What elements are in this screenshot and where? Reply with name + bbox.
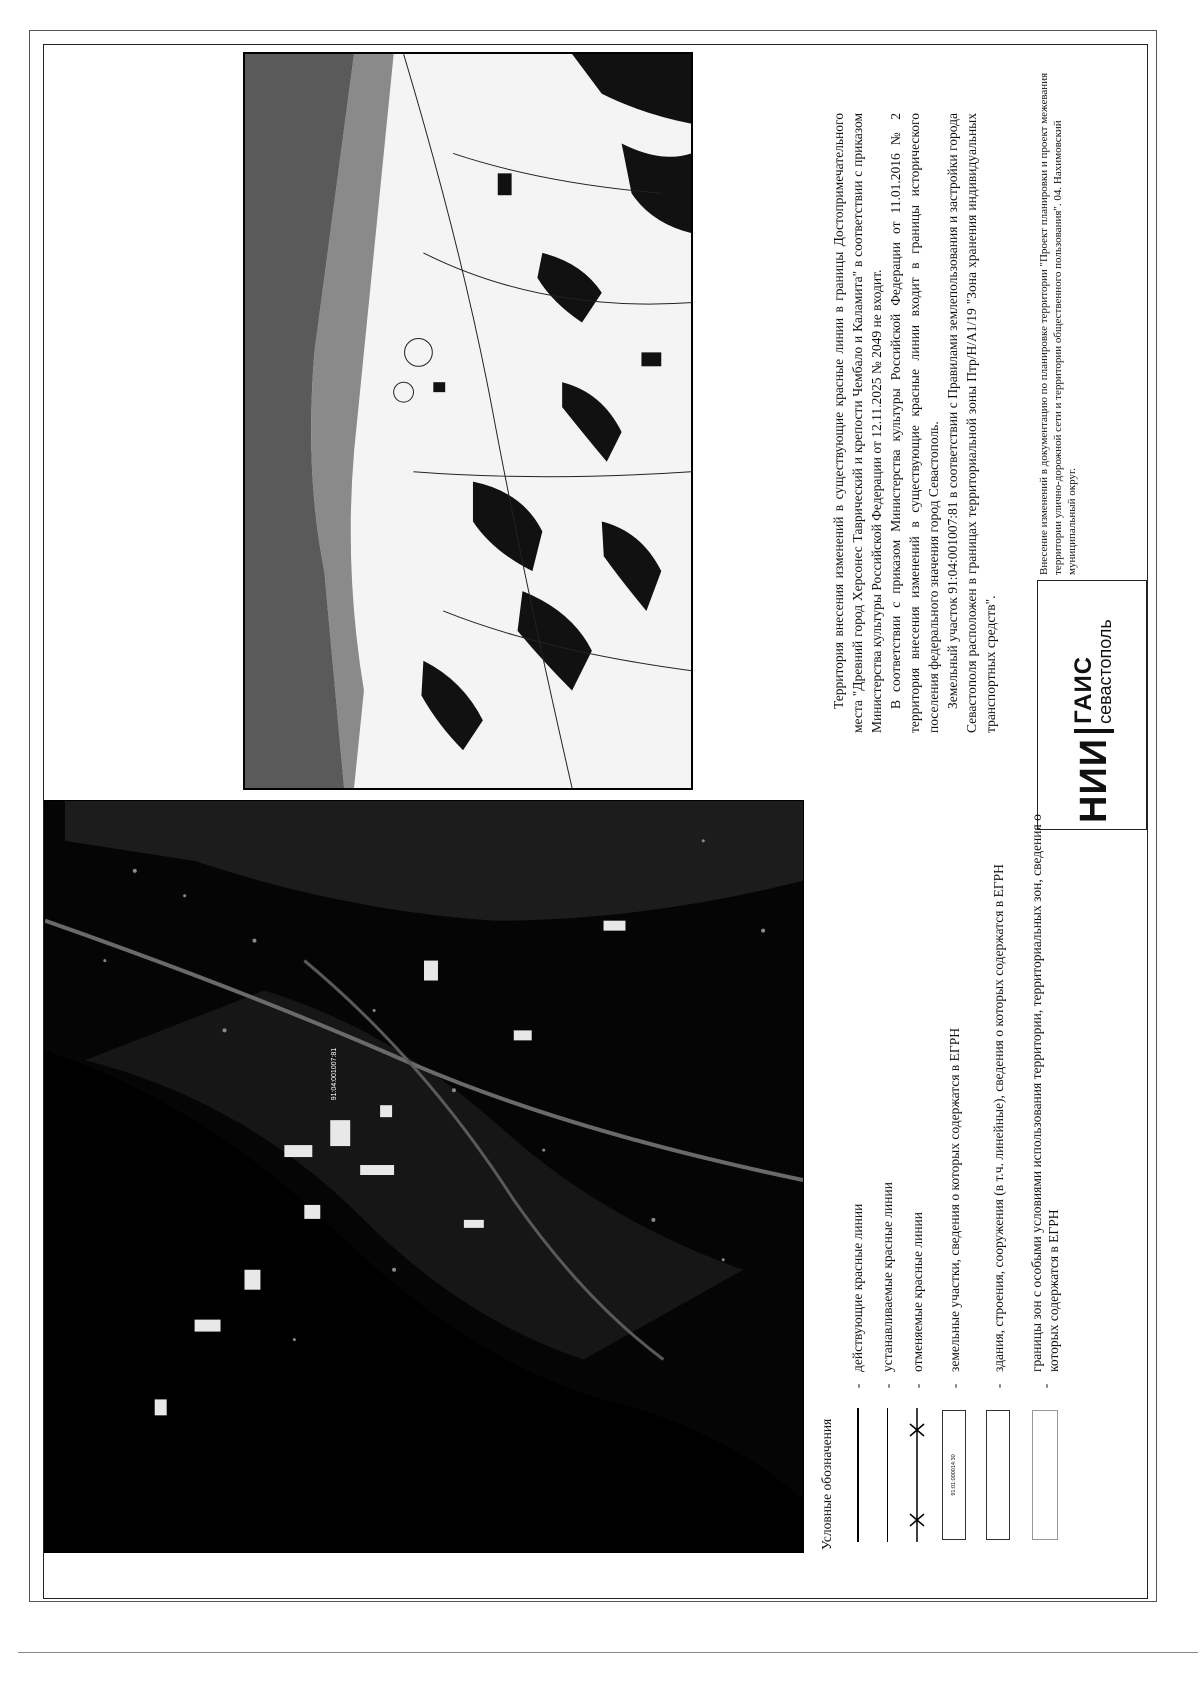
legend-dash: - bbox=[849, 1383, 865, 1389]
logo-city-text: севастополь bbox=[1095, 619, 1115, 724]
legend-symbol-parcel-box bbox=[932, 1400, 976, 1550]
crossed-line-icon bbox=[902, 1400, 932, 1550]
legend-label: здания, строения, сооружения (в т.ч. линейные), сведения о которых содержатся в ЕГРН bbox=[990, 864, 1006, 1372]
speckle bbox=[651, 1218, 655, 1222]
building bbox=[244, 1270, 260, 1290]
building bbox=[330, 1120, 350, 1146]
overview-map-drawing bbox=[245, 54, 691, 788]
legend-item-land-parcels bbox=[932, 790, 976, 1550]
speckle bbox=[761, 929, 765, 933]
speckle bbox=[183, 894, 186, 897]
building bbox=[514, 1030, 532, 1040]
legend-label: границы зон с особыми условиями использования территории, территориальных зон, сведения о которых содержатся в ЕГРН bbox=[1029, 814, 1061, 1372]
building bbox=[424, 961, 438, 981]
logo-gais-text: ГАИС bbox=[1070, 655, 1097, 724]
building bbox=[464, 1220, 484, 1228]
document-title: Внесение изменений в документацию по планировке территории "Проект планировки и проект межевания территории улично-дорожной сети и территории общественного пользования". 04. Нахимовский муниципальный округ. bbox=[1038, 72, 1078, 575]
building bbox=[360, 1165, 394, 1175]
legend-label: отменяемые красные линии bbox=[909, 1211, 925, 1372]
speckle bbox=[133, 869, 137, 873]
parcel-label: 91:04:001007:81 bbox=[331, 1047, 339, 1101]
building bbox=[380, 1105, 392, 1117]
speckle bbox=[223, 1028, 227, 1032]
overview-map bbox=[243, 52, 693, 790]
legend-title: Условные обозначения bbox=[819, 1418, 834, 1550]
speckle bbox=[103, 959, 106, 962]
block bbox=[498, 173, 512, 195]
legend-item-cancelled-red-lines bbox=[902, 790, 932, 1550]
title-stamp bbox=[1037, 580, 1147, 830]
block bbox=[641, 352, 661, 366]
legend-dash: - bbox=[879, 1383, 895, 1389]
legend-label: устанавливаемые красные линии bbox=[879, 1182, 895, 1372]
orthophoto-map-drawing bbox=[45, 801, 803, 1552]
logo-divider bbox=[1074, 729, 1114, 733]
speckle bbox=[722, 1258, 725, 1261]
legend-label: земельные участки, сведения о которых содержатся в ЕГРН bbox=[946, 1028, 962, 1372]
orthophoto-map bbox=[44, 800, 804, 1553]
legend-dash: - bbox=[990, 1383, 1006, 1389]
legend-item-zone-boundaries bbox=[1020, 790, 1070, 1550]
note-paragraph: Территория внесения изменений в существующие красные линии в границы Достопримечательного места "Древний город Херсонес Таврический и крепости Чембало и Каламита" в соответствии с приказом Министерства культуры Российской Федерации от 12.11.2025 № 2049 не входит. bbox=[831, 113, 884, 733]
legend-symbol-zone-box bbox=[1020, 1400, 1070, 1550]
speckle bbox=[392, 1268, 396, 1272]
legend-symbol-crossed-line bbox=[902, 1400, 932, 1550]
speckle bbox=[452, 1088, 456, 1092]
building bbox=[304, 1205, 320, 1219]
building bbox=[195, 1320, 221, 1332]
speckle bbox=[252, 939, 256, 943]
sheet-bottom-rule bbox=[18, 1652, 1198, 1653]
speckle bbox=[702, 839, 705, 842]
organization-logo bbox=[1038, 581, 1148, 831]
speckle bbox=[373, 1009, 376, 1012]
map-legend bbox=[818, 790, 1070, 1550]
legend-item-existing-red-lines bbox=[842, 790, 872, 1550]
logo-nii-text: НИИ bbox=[1073, 737, 1115, 823]
note-paragraph: Земельный участок 91:04:001007:81 в соответствии с Правилами землепользования и застройки города Севастополя расположен в границах территориальной зоны Птр/Н/А1/19 "Зона хранения индивидуальных транспортных средств". bbox=[945, 113, 998, 733]
block bbox=[433, 382, 445, 392]
legend-symbol-solid-line bbox=[842, 1400, 872, 1550]
speckle bbox=[293, 1338, 296, 1341]
legend-dash: - bbox=[909, 1383, 925, 1389]
legend-dash: - bbox=[1037, 1383, 1053, 1389]
building bbox=[284, 1145, 312, 1157]
building bbox=[155, 1399, 167, 1415]
notes-text-block bbox=[829, 113, 1000, 733]
speckle bbox=[542, 1149, 545, 1152]
legend-item-new-red-lines bbox=[872, 790, 902, 1550]
legend-parcel-sample: 91:01:000014:30 bbox=[942, 1410, 966, 1540]
legend-item-buildings bbox=[976, 790, 1020, 1550]
building bbox=[604, 921, 626, 931]
legend-label: действующие красные линии bbox=[849, 1203, 865, 1372]
legend-dash: - bbox=[946, 1383, 962, 1389]
note-paragraph: В соответствии с приказом Министерства культуры Российской Федерации от 11.01.2016 № 2 территория внесения изменений в существующие красные линии входит в границы исторического поселения федерального значения город Севастополь. bbox=[888, 113, 941, 733]
legend-symbol-building-box bbox=[976, 1400, 1020, 1550]
legend-symbol-thin-line bbox=[872, 1400, 902, 1550]
